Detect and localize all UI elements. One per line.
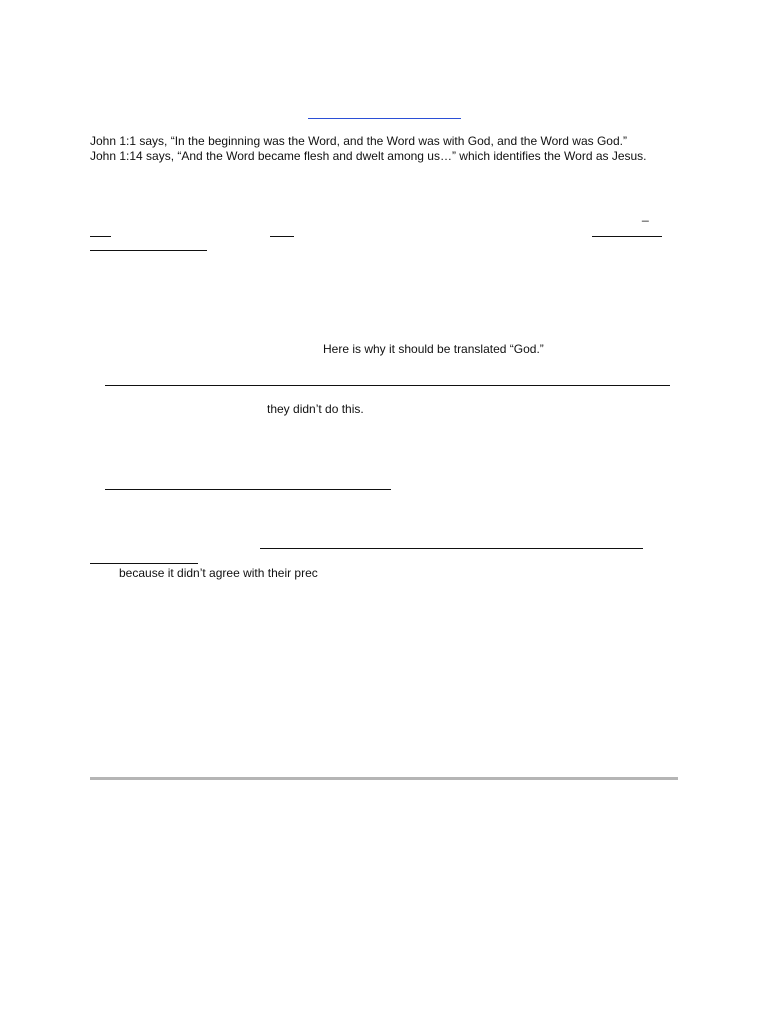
blank-line: [90, 250, 207, 251]
blank-line: [90, 563, 198, 564]
blank-line: [90, 236, 111, 237]
blank-line: [592, 236, 662, 237]
blank-line: [105, 489, 391, 490]
translation-note: Here is why it should be translated “God.”: [323, 342, 544, 356]
section-divider: [90, 777, 678, 780]
verse-john-1-14: John 1:14 says, “And the Word became flesh and dwelt among us…” which identifies the Word as Jesus.: [90, 149, 647, 163]
verse-john-1-1: John 1:1 says, “In the beginning was the Word, and the Word was with God, and the Word was God.”: [90, 134, 627, 148]
blank-line: [260, 548, 643, 549]
hyperlink-underline[interactable]: [308, 118, 461, 119]
fragment-text: because it didn’t agree with their prec: [119, 566, 318, 580]
blank-line: [270, 236, 294, 237]
blank-line: [105, 385, 670, 386]
fragment-text: they didn’t do this.: [267, 402, 364, 416]
stray-dash: _: [642, 208, 649, 222]
